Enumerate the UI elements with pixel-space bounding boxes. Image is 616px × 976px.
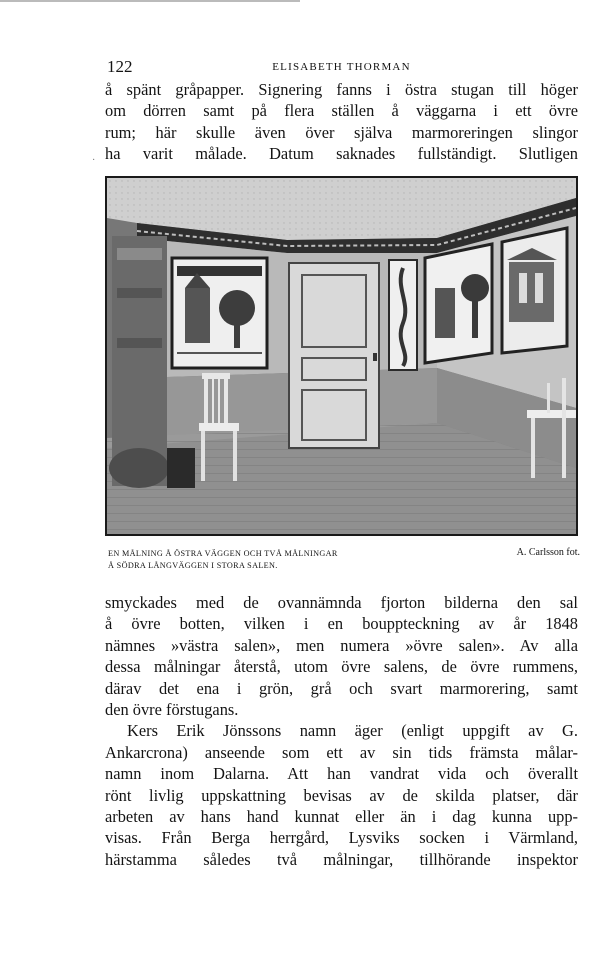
page-header — [105, 57, 578, 79]
text-line: visas. Från Berga herrgård, Lysviks socken i Värmland, — [105, 828, 578, 848]
chair — [199, 423, 239, 431]
text-line: ha varit målade. Datum saknades fullständigt. Slutligen — [105, 144, 578, 164]
text-line: å spänt gråpapper. Signering fanns i östra stugan till höger — [105, 80, 578, 99]
text-line: nämnes »västra salen», men numera »övre salen». Av alla — [105, 635, 578, 655]
text-line: smyckades med de ovannämnda fjorton bilderna den sal — [105, 593, 578, 612]
text-line: å övre botten, vilken i en bouppteckning av år 1848 — [105, 614, 578, 634]
text-line: dessa målningar återstå, utom övre salens, de övre rummens, — [105, 657, 578, 677]
running-title: ELISABETH THORMAN — [272, 61, 411, 73]
text-line: namn inom Dalarna. Att han vandrat vida och överallt — [105, 764, 578, 784]
caption-line: Å SÖDRA LÅNGVÄGGEN I STORA SALEN. — [108, 561, 278, 570]
text-line: arbeten av hans hand kunnat eller än i dag kunna upp- — [105, 806, 578, 826]
interior-photograph — [105, 176, 578, 536]
body-text-top — [105, 79, 578, 165]
page-edge-rule — [0, 0, 300, 2]
page-number: 122 — [107, 57, 133, 76]
figure-caption — [108, 548, 580, 572]
text-line: rönt livlig uppskattning bevisas av de skilda platser, där — [105, 785, 578, 805]
caption-line: EN MÅLNING Å ÖSTRA VÄGGEN OCH TVÅ MÅLNINGAR — [108, 549, 338, 558]
photo-credit: A. Carlsson fot. — [516, 547, 580, 558]
text-line: Kers Erik Jönssons namn äger (enligt uppgift av G. — [127, 721, 578, 741]
text-line: därav det ena i grön, grå och svart marmorering, samt — [105, 678, 578, 698]
text-line: om dörren samt på flera ställen å väggarna i ett övre — [105, 101, 578, 121]
body-text-bottom — [105, 592, 578, 870]
text-line: härstamma således två målningar, tillhörande inspektor — [105, 849, 578, 869]
text-line: rum; här skulle även över själva marmoreringen slingor — [105, 122, 578, 142]
text-line: Ankarcrona) anseende som ett av sin tids främsta målar- — [105, 742, 578, 762]
text-line: den övre förstugans. — [105, 699, 239, 719]
margin-mark: · — [92, 155, 96, 166]
